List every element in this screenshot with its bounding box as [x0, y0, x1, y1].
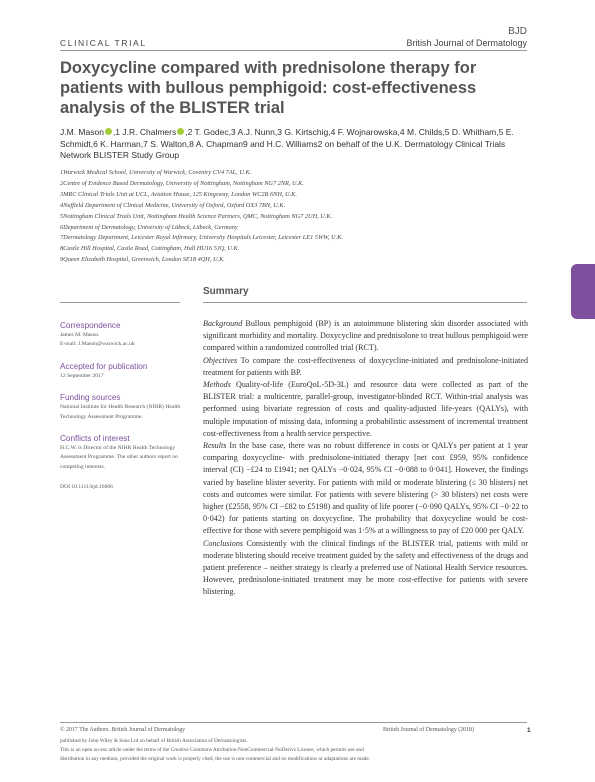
affiliation-item: 1Warwick Medical School, University of Warwick, Coventry CV4 7AL, U.K. [60, 169, 252, 176]
abstract-conclusions [203, 538, 528, 599]
affiliation-item: 8Castle Hill Hospital, Castle Road, Cottingham, Hull HU16 5JQ, U.K. [60, 245, 240, 253]
footer-journal-ref: British Journal of Dermatology (2018) [383, 727, 474, 733]
affiliation-item: 4Nuffield Department of Clinical Medicine, University of Oxford, Oxford OX3 7BN, U.K. [60, 201, 286, 209]
affiliation-item: 6Department of Dermatology, University of Lübeck, Lübeck, Germany [60, 223, 238, 231]
author-second: J.R. Chalmers [120, 127, 177, 137]
background-label: Background [203, 319, 243, 328]
side-tab-marker [571, 264, 595, 319]
funding-text: National Institute for Health Research (NIHR) Health Technology Assessment Programme. [60, 404, 181, 420]
funding-heading: Funding sources [60, 393, 121, 403]
footer-copyright: © 2017 The Authors. British Journal of Dermatology [60, 727, 186, 733]
orcid-icon[interactable] [177, 128, 184, 135]
license-line: This is an open access article under the terms of the Creative Commons Attribution-NonCommercial-NoDerivs License, which permits use and [60, 747, 364, 754]
conclusions-text: Consistently with the clinical findings of the BLISTER trial, patients with mild or moderate blistering should receive treatment guided by the safety and effectiveness of the drugs and patient preference – neither strategy is clearly a preferred use of National Health Service resources. However, prednisolone-initiated treatment may be more cost-effective for patients with severe blistering. [203, 538, 528, 597]
abstract-background [203, 318, 528, 355]
author-first-sup: ,1 [112, 127, 121, 137]
conflicts-heading: Conflicts of interest [60, 434, 130, 444]
affiliation-item: 7Dermatology Department, Leicester Royal Infirmary, University Hospitals Leicester, Leicester LE1 5WW, U.K. [60, 234, 343, 242]
publisher-line: published by John Wiley & Sons Ltd on behalf of British Association of Dermatologists. [60, 738, 248, 744]
author-rest: ,2 T. Godec,3 A.J. Nunn,3 G. Kirtschig,4 F. Wojnarowska,4 M. Childs,5 D. Whitham,5 E. Schmidt,6 K. Harman,7 S. Walton,8 A. Chapman9 and H.C. Williams2 on behalf of the U.K. Dermatology Clinical Trials Network BLISTER Study Group [60, 127, 514, 161]
orcid-icon[interactable] [105, 128, 112, 135]
abstract [203, 318, 528, 599]
affiliation-item: 9Queen Elizabeth Hospital, Greenwich, London SE18 4QH, U.K. [60, 256, 225, 264]
abstract-results [203, 440, 528, 538]
author-list [60, 127, 530, 162]
section-label: CLINICAL TRIAL [60, 38, 147, 48]
correspondence-name: James M. Mason. [60, 332, 100, 338]
abstract-objectives [203, 355, 528, 379]
license-notice [60, 737, 530, 764]
accepted-date: 12 September 2017 [60, 372, 104, 379]
footer-divider [60, 722, 527, 723]
sidebar-divider [60, 302, 180, 303]
conclusions-label: Conclusions [203, 538, 244, 548]
article-info-sidebar [60, 320, 185, 490]
affiliation-item: 3MRC Clinical Trials Unit at UCL, Aviation House, 125 Kingsway, London WC2B 6NH, U.K. [60, 190, 297, 198]
license-line: distribution in any medium, provided the original work is properly cited, the use is non-commercial and no modifications or adaptations are made. [60, 756, 371, 763]
methods-label: Methods [203, 380, 231, 390]
page-number: 1 [527, 727, 531, 734]
affiliation-item: 5Nottingham Clinical Trials Unit, Nottingham Health Science Partners, QMC, Nottingham NG7 2UH, U.K. [60, 212, 333, 220]
abstract-methods [203, 379, 528, 440]
conflicts-text: H.C.W. is Director of the NIHR Health Technology Assessment Programme. The other authors report no competing interests. [60, 445, 178, 470]
accepted-heading: Accepted for publication [60, 361, 148, 371]
background-text: Bullous pemphigoid (BP) is an autoimmune blistering skin disorder associated with significant morbidity and mortality. Doxycycline and prednisolone to treat bullous pemphigoid were compared within a randomized controlled trial (RCT). [203, 319, 528, 353]
journal-abbreviation: BJD [508, 26, 527, 37]
objectives-label: Objectives [203, 355, 238, 365]
summary-divider [203, 302, 527, 303]
results-text: In the base case, there was no robust difference in costs or QALYs per patient at 1 year comparing doxycycline- with prednisolone-initiated therapy [net cost £959, 95% confidence interval (CI) −£24 to £1941; net QALYs −0·024, 95% CI −0·088 to 0·041]. However, the findings varied by baseline blister severity. For patients with mild or moderate blistering (≤ 30 blisters) net costs and outcomes were similar. For patients with severe blistering (> 30 blisters) net costs were higher (£2558, 95% CI −£82 to £5198) and quality of life poorer (−0·090 QALYs, 95% CI −0·22 to 0·042) for patients starting on doxycycline. The probability that doxycycline would be cost-effective for those with severe pemphigoid was 1·5% at a willingness to pay of £20 000 per QALY. [203, 441, 528, 536]
affiliations [60, 168, 530, 266]
methods-text: Quality-of-life (EuroQoL-5D-3L) and resource data were collected as part of the BLISTER trial: a multicentre, parallel-group, investigator-blinded RCT. Within-trial analysis was performed using bivariate regression of costs and quality-adjusted life-years (QALYs), with multiple imputation of missing data, informing a probabilistic assessment of incremental treatment cost-effectiveness from a health service perspective. [203, 380, 528, 438]
header-divider [60, 50, 527, 51]
affiliation-item: 2Centre of Evidence Based Dermatology, University of Nottingham, Nottingham NG7 2NR, U.K. [60, 179, 304, 187]
correspondence-heading: Correspondence [60, 321, 121, 330]
doi[interactable]: DOI 10.1111/bjd.16006 [60, 484, 113, 491]
correspondence-email[interactable]: E-mail: J.Mason@warwick.ac.uk [60, 341, 135, 348]
journal-name: British Journal of Dermatology [406, 38, 527, 48]
article-title: Doxycycline compared with prednisolone therapy for patients with bullous pemphigoid: cost-effectiveness analysis of the BLISTER trial [60, 59, 477, 117]
summary-heading: Summary [203, 286, 249, 297]
author-first: J.M. Mason [60, 127, 104, 137]
objectives-text: To compare the cost-effectiveness of doxycycline-initiated and prednisolone-initiated treatment for patients with BP. [203, 355, 528, 377]
results-label: Results [203, 441, 227, 451]
